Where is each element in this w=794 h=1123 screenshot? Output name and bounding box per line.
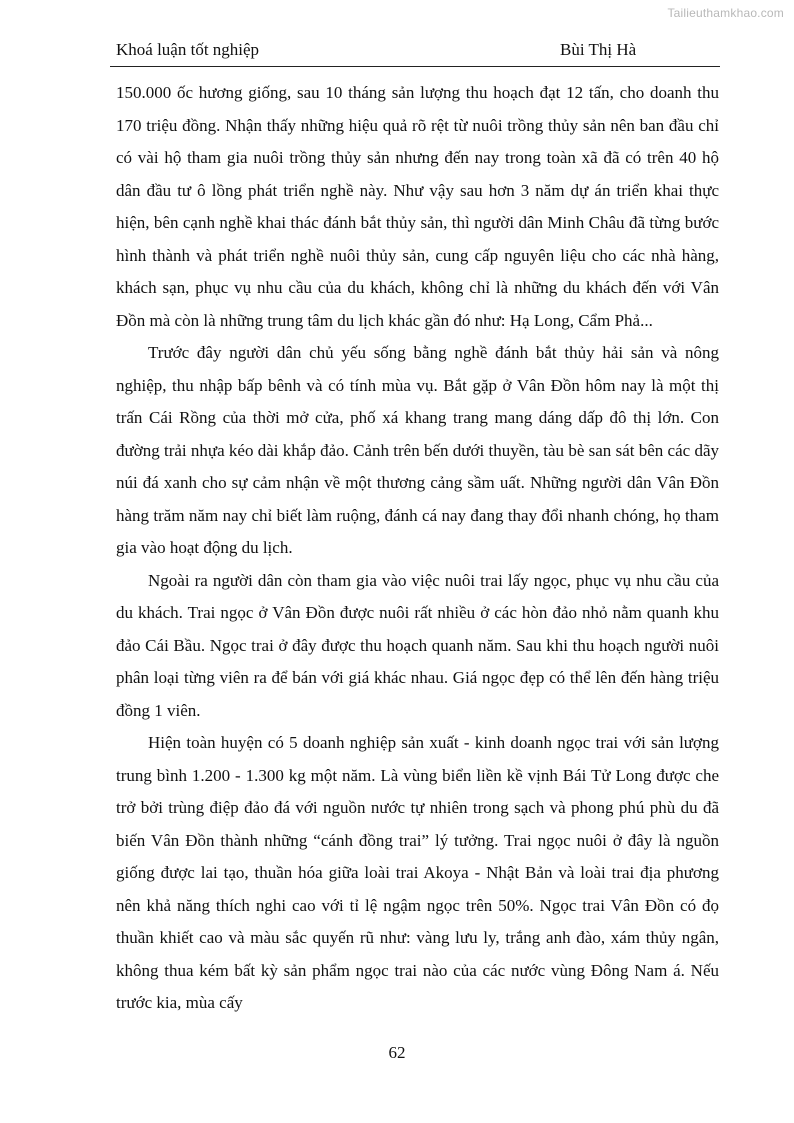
page-number: 62 (388, 1043, 406, 1062)
paragraph: Ngoài ra người dân còn tham gia vào việc nuôi trai lấy ngọc, phục vụ nhu cầu của du khách. Trai ngọc ở Vân Đồn được nuôi rất nhiều ở các hòn đảo nhỏ nằm quanh khu đảo Cái Bầu. Ngọc trai ở đây được thu hoạch quanh năm. Sau khi thu hoạch người nuôi phân loại từng viên ra để bán với giá khác nhau. Giá ngọc đẹp có thể lên đến hàng triệu đồng 1 viên. (116, 570, 719, 720)
body-text (116, 77, 719, 1020)
header-divider (110, 66, 720, 67)
header-thesis-title: Khoá luận tốt nghiệp (116, 40, 260, 59)
header-author-name: Bùi Thị Hà (560, 40, 637, 59)
page-header (116, 38, 719, 64)
paragraph-continuation: 150.000 ốc hương giống, sau 10 tháng sản lượng thu hoạch đạt 12 tấn, cho doanh thu 170 triệu đồng. Nhận thấy những hiệu quả rõ rệt từ nuôi trồng thủy sản nên ban đầu chỉ có vài hộ tham gia nuôi trồng thủy sản nhưng đến nay trong toàn xã đã có trên 40 hộ dân đầu tư ô lồng phát triển nghề này. Như vậy sau hơn 3 năm dự án triển khai thực hiện, bên cạnh nghề khai thác đánh bắt thủy sản, thì người dân Minh Châu đã từng bước hình thành và phát triển nghề nuôi thủy sản, cung cấp nguyên liệu cho các nhà hàng, khách sạn, phục vụ nhu cầu của du khách, không chỉ là những du khách đến với Vân Đồn mà còn là những trung tâm du lịch khác gần đó như: Hạ Long, Cẩm Phả... (116, 83, 719, 330)
paragraph: Hiện toàn huyện có 5 doanh nghiệp sản xuất - kinh doanh ngọc trai với sản lượng trung bình 1.200 - 1.300 kg một năm. Là vùng biển liền kề vịnh Bái Tử Long được che trở bởi trùng điệp đảo đá với nguồn nước tự nhiên trong sạch và phong phú phù du đã biến Vân Đồn thành những “cánh đồng trai” lý tưởng. Trai ngọc nuôi ở đây là nguồn giống được lai tạo, thuần hóa giữa loài trai Akoya - Nhật Bản và loài trai địa phương nên khả năng thích nghi cao với tỉ lệ ngậm ngọc trên 50%. Ngọc trai Vân Đồn có đọ thuần khiết cao và màu sắc quyến rũ như: vàng lưu ly, trắng anh đào, xám thủy ngân, không thua kém bất kỳ sản phẩm ngọc trai nào của các nước vùng Đông Nam á. Nếu trước kia, mùa cấy (116, 733, 719, 1012)
paragraph: Trước đây người dân chủ yếu sống bằng nghề đánh bắt thủy hải sản và nông nghiệp, thu nhập bấp bênh và có tính mùa vụ. Bắt gặp ở Vân Đồn hôm nay là một thị trấn Cái Rồng của thời mở cửa, phố xá khang trang mang dáng dấp đô thị lớn. Con đường trải nhựa kéo dài khắp đảo. Cảnh trên bến dưới thuyền, tàu bè san sát bên các dãy núi đá xanh cho sự cảm nhận về một thương cảng sầm uất. Những người dân Vân Đồn hàng trăm năm nay chỉ biết làm ruộng, đánh cá nay đang thay đổi nhanh chóng, họ tham gia vào hoạt động du lịch. (116, 343, 719, 557)
watermark-text: Tailieuthamkhao.com (667, 6, 784, 20)
